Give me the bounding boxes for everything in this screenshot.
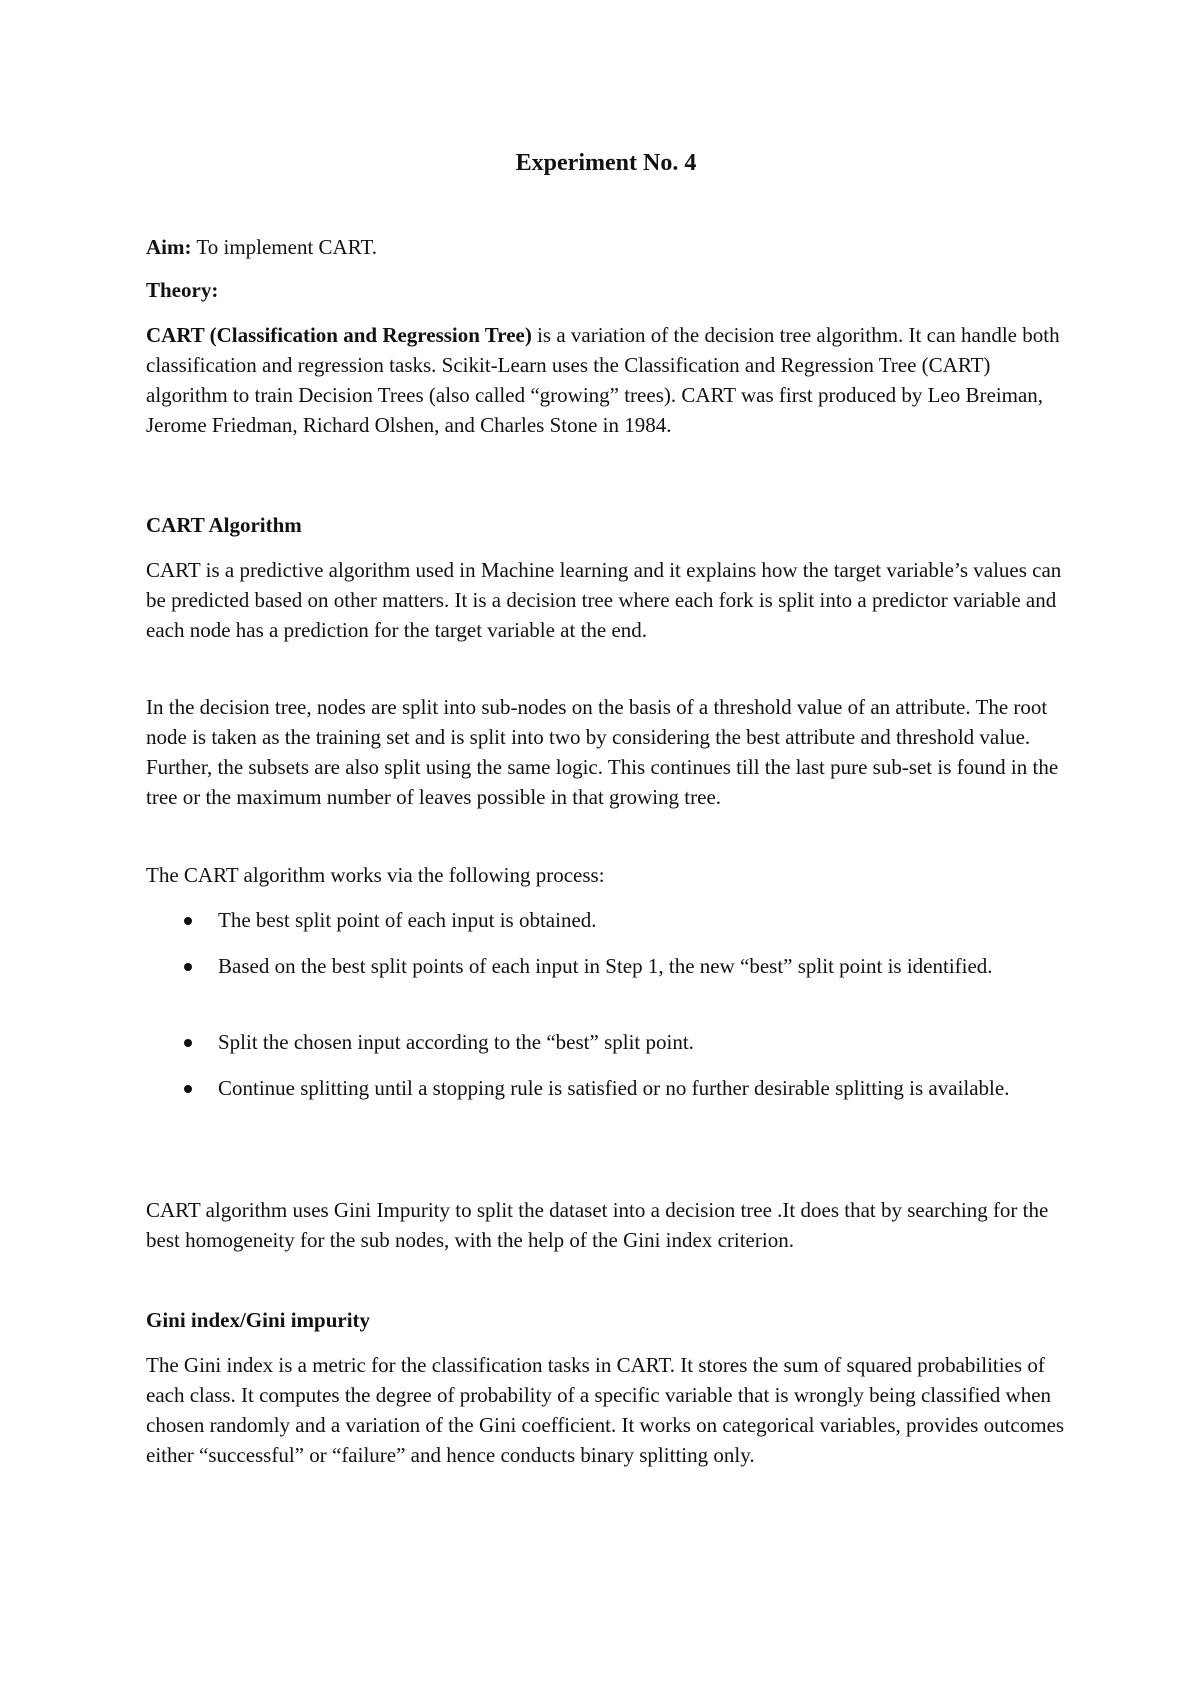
bullet-icon [184, 1039, 192, 1047]
bullet-icon [184, 963, 192, 971]
theory-heading: Theory: [146, 278, 219, 302]
gini-heading: Gini index/Gini impurity [146, 1308, 371, 1332]
gini-paragraph: The Gini index is a metric for the classification tasks in CART. It stores the sum of squared probabilities of each class. It computes the degree of probability of a specific variable that is wrongly being classified when chosen randomly and a variation of the Gini coefficient. It works on categorical variables, provides outcomes either “successful” or “failure” and hence conducts binary splitting only. [146, 1353, 1065, 1467]
algorithm-heading: CART Algorithm [146, 513, 302, 537]
aim-text: To implement CART. [191, 235, 377, 259]
process-step-item [146, 1073, 1066, 1103]
aim-label: Aim: [146, 235, 192, 259]
algorithm-paragraph-1: CART is a predictive algorithm used in Machine learning and it explains how the target variable’s values can be predicted based on other matters. It is a decision tree where each fork is split into a predictor variable and each node has a prediction for the target variable at the end. [146, 558, 1062, 642]
process-step-item [146, 951, 1066, 981]
process-step-text: The best split point of each input is obtained. [218, 908, 597, 932]
algorithm-paragraph-2: In the decision tree, nodes are split into sub-nodes on the basis of a threshold value of an attribute. The root node is taken as the training set and is split into two by considering the best attribute and threshold value. Further, the subsets are also split using the same logic. This continues till the last pure sub-set is found in the tree or the maximum number of leaves possible in that growing tree. [146, 695, 1059, 809]
gini-intro-paragraph: CART algorithm uses Gini Impurity to split the dataset into a decision tree .It does that by searching for the best homogeneity for the sub nodes, with the help of the Gini index criterion. [146, 1198, 1049, 1252]
process-step-text: Based on the best split points of each input in Step 1, the new “best” split point is identified. [218, 954, 993, 978]
cart-definition-text: is a variation of the decision tree algorithm. It can handle both classification and regression tasks. Scikit-Learn uses the Classification and Regression Tree (CART) algorithm to train Decision Trees (also called “growing” trees). CART was first produced by Leo Breiman, Jerome Friedman, Richard Olshen, and Charles Stone in 1984. [146, 323, 1060, 437]
page-title: Experiment No. 4 [515, 150, 697, 176]
process-intro: The CART algorithm works via the following process: [146, 863, 605, 887]
process-step-item [146, 1027, 1066, 1057]
bullet-icon [184, 1085, 192, 1093]
process-step-text: Split the chosen input according to the “best” split point. [218, 1030, 694, 1054]
bullet-icon [184, 917, 192, 925]
cart-definition-term: CART (Classification and Regression Tree) [146, 323, 532, 347]
cart-definition-paragraph [146, 320, 1066, 440]
process-step-text: Continue splitting until a stopping rule is satisfied or no further desirable splitting is available. [218, 1076, 1010, 1100]
aim-line [146, 232, 1066, 262]
process-step-item [146, 905, 1066, 935]
